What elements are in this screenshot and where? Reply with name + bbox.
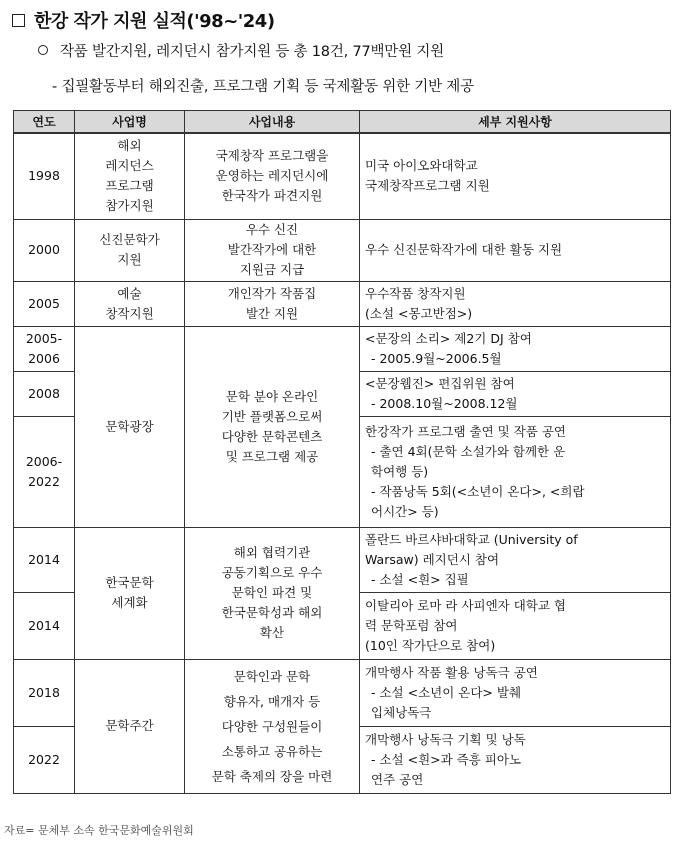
year-cell: 2022 <box>14 726 75 793</box>
detail-sub: - 2008.10월~2008.12월 <box>371 395 518 411</box>
detail-main: 개막행사 작품 활용 낭독극 공연 <box>365 664 538 680</box>
detail-cell <box>360 371 671 416</box>
checkbox-square-icon <box>12 14 25 27</box>
summary-text: 작품 발간지원, 레지던시 참가지원 등 총 18건, 77백만원 지원 <box>60 44 444 60</box>
year-cell: 2000 <box>14 219 75 281</box>
header-detail: 세부 지원사항 <box>360 111 671 134</box>
table-row <box>14 133 671 219</box>
header-year: 연도 <box>14 111 75 134</box>
title-text: 한강 작가 지원 실적('98~'24) <box>34 11 275 32</box>
support-table <box>13 110 671 794</box>
program-cell: 한국문학 세계화 <box>75 527 185 659</box>
program-cell: 예술 창작지원 <box>75 281 185 326</box>
header-content: 사업내용 <box>185 111 360 134</box>
year-cell: 2018 <box>14 659 75 726</box>
circle-bullet-icon <box>38 45 48 55</box>
detail-cell <box>360 416 671 527</box>
detail-main: 개막행사 낭독극 기획 및 낭독 <box>365 731 526 747</box>
detail-main: 우수작품 창작지원 <box>365 285 466 301</box>
table-row <box>14 659 671 726</box>
detail-main: <문장의 소리> 제2기 DJ 참여 <box>365 330 532 346</box>
detail-cell: 미국 아이오와대학교 국제창작프로그램 지원 <box>360 133 671 219</box>
table-row <box>14 326 671 371</box>
year-cell: 2006- 2022 <box>14 416 75 527</box>
detail-cell <box>360 527 671 592</box>
detail-cell <box>360 326 671 371</box>
source-note: 자료= 문체부 소속 한국문화예술위원회 <box>4 824 194 837</box>
content-cell: 우수 신진 발간작가에 대한 지원금 지급 <box>185 219 360 281</box>
content-cell: 국제창작 프로그램을 운영하는 레지던시에 한국작가 파견지원 <box>185 133 360 219</box>
program-cell: 신진문학가 지원 <box>75 219 185 281</box>
detail-sub: - 출연 4회(문학 소설가와 함께한 운 학여행 등) <box>371 443 566 479</box>
summary-line <box>38 40 444 61</box>
content-cell: 해외 협력기관 공동기획으로 우수 문학인 파견 및 한국문학성과 해외 확산 <box>185 527 360 659</box>
detail-sub: - 작품낭독 5회(<소년이 온다>, <희랍 어시간> 등) <box>371 483 585 519</box>
detail-cell: 우수 신진문학작가에 대한 활동 지원 <box>360 219 671 281</box>
detail-sub: - 소설 <흰>과 즉흥 피아노 연주 공연 <box>371 751 522 787</box>
year-cell: 2014 <box>14 592 75 659</box>
detail-main: 폴란드 바르샤바대학교 (University of Warsaw) 레지던시 참여 <box>365 531 578 567</box>
detail-sub: - 소설 <소년이 온다> 발췌 입체낭독극 <box>371 684 522 720</box>
table-header-row <box>14 111 671 134</box>
table-row <box>14 527 671 592</box>
detail-cell: 이탈리아 로마 라 사피엔자 대학교 협 력 문학포럼 참여 (10인 작가단으로 참여) <box>360 592 671 659</box>
program-cell: 문학주간 <box>75 659 185 793</box>
detail-cell <box>360 659 671 726</box>
year-cell: 2005- 2006 <box>14 326 75 371</box>
detail-main: 한강작가 프로그램 출연 및 작품 공연 <box>365 423 566 439</box>
table-row <box>14 281 671 326</box>
detail-sub: - 소설 <흰> 집필 <box>371 571 469 587</box>
detail-cell <box>360 726 671 793</box>
header-program: 사업명 <box>75 111 185 134</box>
detail-sub: (소설 <몽고반점>) <box>365 305 473 321</box>
table-row <box>14 219 671 281</box>
year-cell: 2005 <box>14 281 75 326</box>
content-cell: 문학 분야 온라인 기반 플랫폼으로써 다양한 문학콘텐츠 및 프로그램 제공 <box>185 326 360 527</box>
detail-main: <문장웹진> 편집위원 참여 <box>365 375 515 391</box>
year-cell: 1998 <box>14 133 75 219</box>
year-cell: 2008 <box>14 371 75 416</box>
page-title <box>12 6 275 34</box>
summary-subline: - 집필활동부터 해외진출, 프로그램 기획 등 국제활동 위한 기반 제공 <box>52 79 474 95</box>
program-cell: 해외 레지던스 프로그램 참가지원 <box>75 133 185 219</box>
detail-sub: - 2005.9월~2006.5월 <box>371 350 502 366</box>
detail-cell <box>360 281 671 326</box>
program-cell: 문학광장 <box>75 326 185 527</box>
content-cell: 문학인과 문학 향유자, 매개자 등 다양한 구성원들이 소통하고 공유하는 문학 축제의 장을 마련 <box>185 659 360 793</box>
year-cell: 2014 <box>14 527 75 592</box>
content-cell: 개인작가 작품집 발간 지원 <box>185 281 360 326</box>
